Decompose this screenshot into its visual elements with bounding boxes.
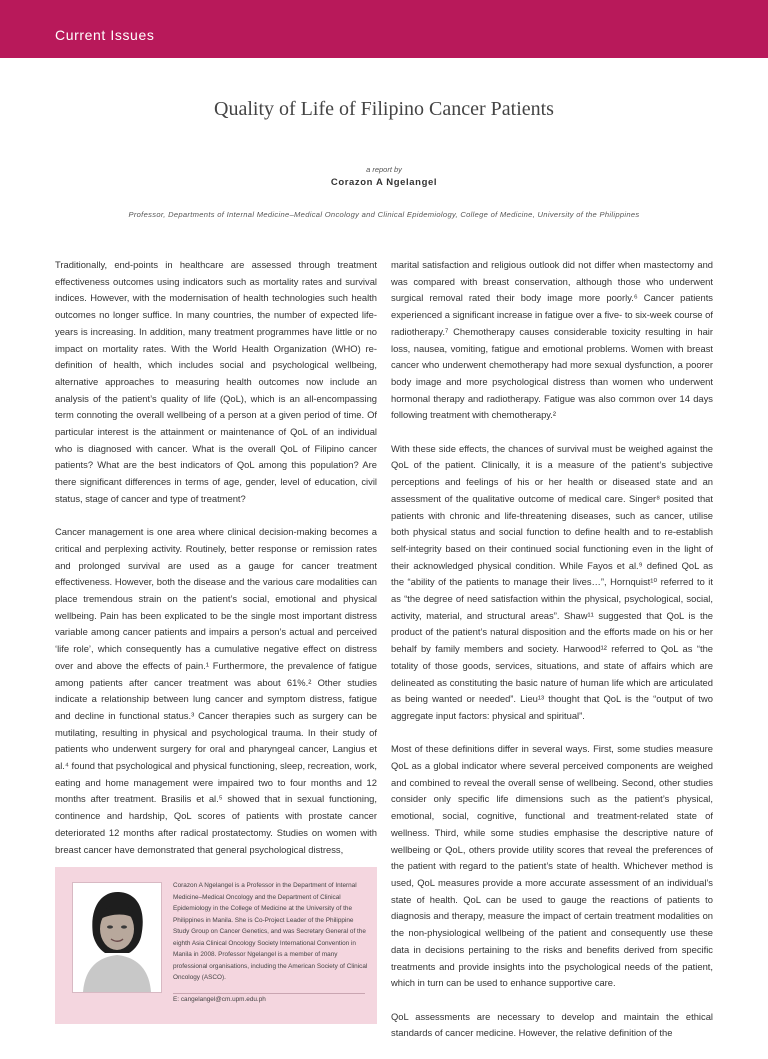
body-paragraph: With these side effects, the chances of survival must be weighed against the QoL of the patient. Clinically, it is a measure of the patient’s subjective perceptions and feelings of his or her health or diseased state and an assessment of the qualitative outcome of medical care. Singer⁸ posited that patients with chronic and life-threatening diseases, such as cancer, utilise both physical status and social function to define health and to re-establish self-integrity based on their continued social functioning even in the light of their acknowledged physical condition. While Fayos et al.⁹ defined QoL as the “ability of the patients to manage their lives…”, Hornquist¹⁰ referred to it as “the degree of need satisfaction within the physical, psychological, social, activity, material, and structural areas”. Shaw¹¹ suggested that QoL is the product of the patient’s natural disposition and the efforts made on his or her behalf by family members and society. Harwood¹² referred to QoL as “the totality of those goods, services, situations, and state of affairs which are delineated as constituting the basic nature of human life which are articulated as being wanted or needed”. Lieu¹³ thought that QoL is the “output of two aggregate input factors: physical and spiritual”. bbox=[391, 442, 713, 721]
body-paragraph: marital satisfaction and religious outlook did not differ when mastectomy and was compared with breast conservation, although those who underwent surgical removal rated their body image more poorly.⁶ Cancer patients experienced a significant increase in fatigue over a five- to six-week course of radiotherapy.⁷ Chemotherapy causes considerable toxicity resulting in hair loss, nausea, vomiting, fatigue and emotional problems. Women with breast cancer who underwent chemotherapy had more sexual dysfunction, a poorer body image and more psychological distress than women who underwent hormonal therapy and radiotherapy. Fatigue was also common over 14 days following treatment with chemotherapy.² bbox=[391, 259, 713, 421]
left-column bbox=[55, 257, 377, 875]
body-paragraph: Traditionally, end-points in healthcare are assessed through treatment effectiveness outcomes using indicators such as mortality rates and survival indices. However, with the modernisation of health technologies such health outcomes no longer suffice. In many countries, the number of expected life-years is increasing. In addition, many treatment programmes have little or no impact on mortality rates. With the World Health Organization (WHO) re-definition of health, which includes social and psychological wellbeing, alternative approaches to measuring health outcomes now include an analysis of the patient’s quality of life (QoL), which is an all-encompassing term connoting the overall wellbeing of a person at a given period of time. Of particular interest is the attainment or maintenance of QoL of an individual who is diagnosed with cancer. What is the overall QoL of Filipino cancer patients? What are the best indicators of QoL among this population? Are there significant differences in terms of age, gender, level of education, civil status, stage of cancer and type of treatment? bbox=[55, 259, 377, 504]
bio-divider bbox=[173, 993, 365, 994]
right-column bbox=[391, 257, 713, 1059]
author-bio-box bbox=[55, 867, 377, 1024]
author-bio-text: Corazon A Ngelangel is a Professor in the Department of Internal Medicine–Medical Oncology and the Department of Clinical Epidemiology in the College of Medicine at the University of the Philippines in Manila. She is Co-Project Leader of the Philippine Study Group on Cancer Genetics, and was Secretary General of the eighth Asia Clinical Oncology Society International Convention in Manila in 2008. Professor Ngelangel is a member of many professional organisations, including the American Society of Clinical Oncology (ASCO). bbox=[173, 882, 368, 981]
article-title: Quality of Life of Filipino Cancer Patients bbox=[214, 98, 554, 120]
author-name: Corazon A Ngelangel bbox=[330, 177, 438, 188]
author-photo bbox=[72, 882, 162, 993]
author-email: E: cangelangel@cm.upm.edu.ph bbox=[173, 996, 266, 1003]
body-paragraph: Cancer management is one area where clinical decision-making becomes a critical and perplexing activity. Routinely, better response or remission rates and prolonged survival are used as a gauge for cancer treatment effectiveness. However, both the disease and the various care modalities can place tremendous strain on the patient’s social, emotional and physical wellbeing. Pain has been explicated to be the single most important distress variable among cancer patients and impairs a person’s actual and perceived ‘life role’, which consequently has a cumulative negative effect on distress over and above the effects of pain.¹ Furthermore, the prevalence of fatigue among patients after cancer treatment was about 61%.² Other studies indicate a relationship between lung cancer and symptom distress, fatigue and decline in functional status.³ Cancer therapies such as surgery can be mutilating, resulting in physical and psychological trauma. In their study of patients who underwent surgery for oral and pharyngeal cancer, Langius et al.⁴ found that psychological and physical functioning, sleep, recreation, work, eating and home management were impaired two to four months and 12 months after treatment. Brasilis et al.⁵ showed that in sexual functioning, continence and hardship, QoL scores of patients with prostate cancer deteriorated 12 months after radical prostatectomy. Studies on women with breast cancer have demonstrated that general psychological distress, bbox=[55, 526, 377, 855]
byline-intro: a report by bbox=[366, 165, 402, 174]
body-paragraph: Most of these definitions differ in several ways. First, some studies measure QoL as a global indicator where several perceived components are weighed and combined to reveal the overall sense of wellbeing. Second, other studies consider only specific life dimensions such as the patient’s physical, emotional, social, cognitive, functional and treatment-related state of wellness. Third, while some studies emphasise the descriptive nature of wellbeing or QoL, others provide utility scores that reveal the preferences of the patient with regard to the patient’s state of health. Whichever method is used, QoL measures provide a more accurate assessment of an individual’s state of health. QoL can be used to gauge the reactions of patients to diagnosis and therapy, measure the impact of certain treatment modalities on the non-physiological wellbeing of the patient and consequently use these data in decisions pertaining to the risks and benefits derived from specific treatments and provide insights into the psychological needs of the patient, which in turn can be used to enhance supportive care. bbox=[391, 743, 713, 989]
body-paragraph: QoL assessments are necessary to develop and maintain the ethical standards of cancer medicine. However, the relative definition of the bbox=[391, 1010, 713, 1039]
author-portrait-icon bbox=[73, 883, 161, 992]
author-affiliation: Professor, Departments of Internal Medicine–Medical Oncology and Clinical Epidemiology, College of Medicine, University of the Philippines bbox=[128, 210, 640, 219]
section-label: Current Issues bbox=[55, 27, 155, 43]
